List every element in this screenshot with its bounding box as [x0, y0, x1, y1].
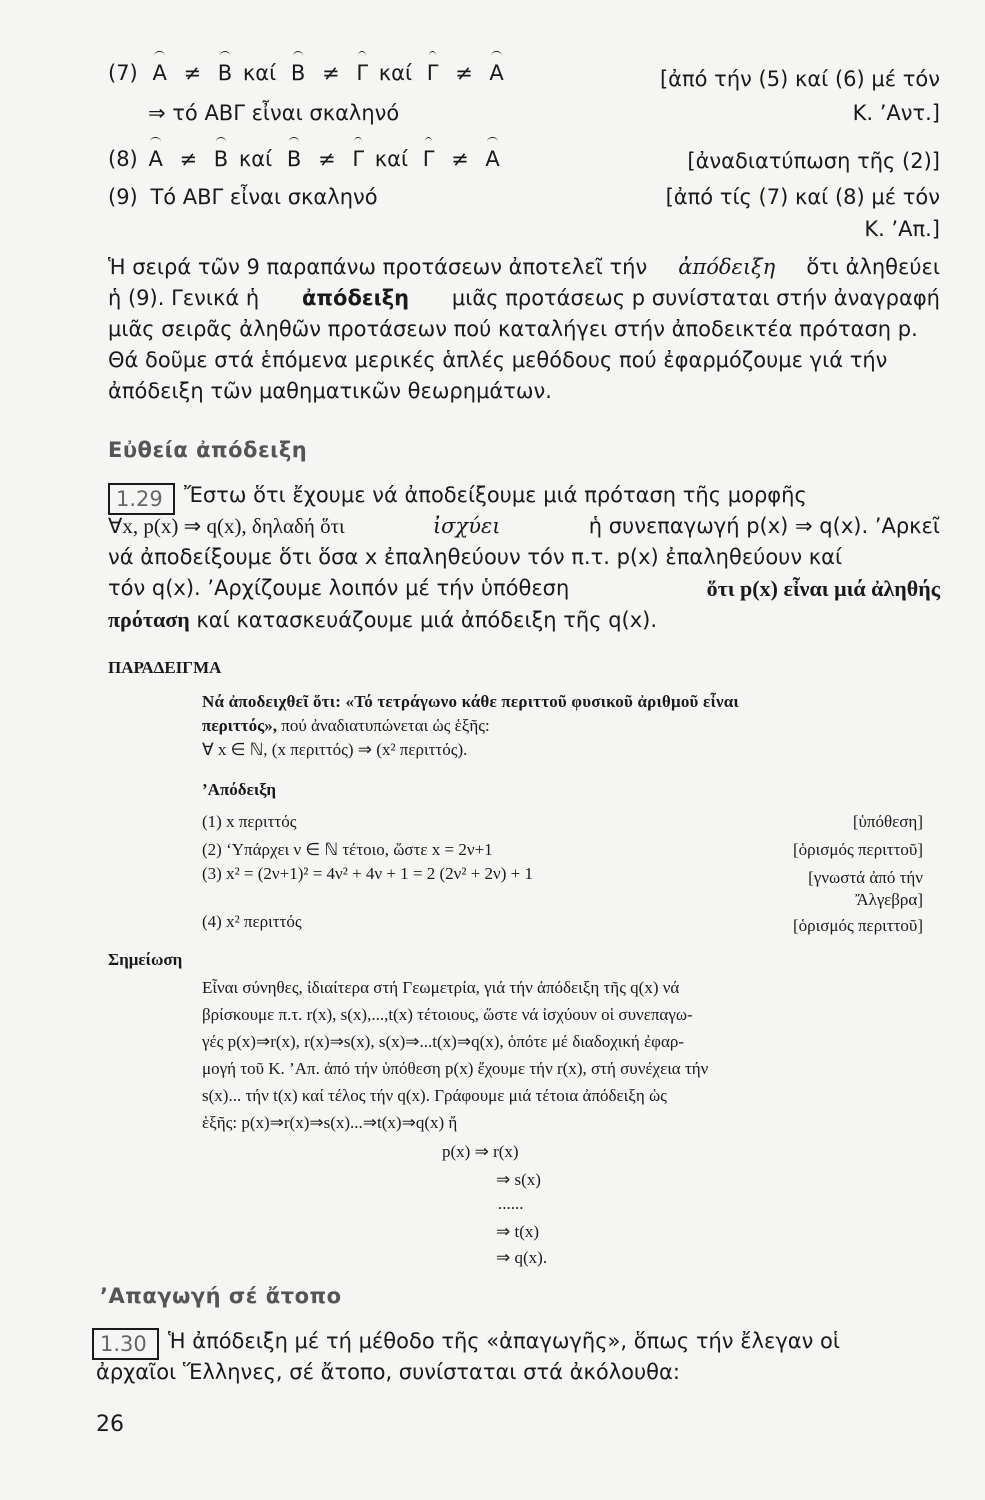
text-line: ἀρχαῖοι Ἕλληνες, σέ ἄτοπο, συνίσταται στά ἀκόλουθα: — [96, 1360, 680, 1384]
text-line: ἡ συνεπαγωγή p(x) ⇒ q(x). ’Αρκεῖ — [588, 514, 940, 538]
angle-symbol: Β — [214, 144, 228, 175]
proof-step-1: (1) x περιττός — [202, 812, 297, 831]
text-line: ∀ x ∈ ℕ, (x περιττός) ⇒ (x² περιττός). — [202, 740, 468, 759]
text-line: πού ἀναδιατυπώνεται ὡς ἑξῆς: — [281, 716, 490, 735]
step-9-reference-end: Κ. ’Απ.] — [864, 217, 940, 241]
text-line: ἡ (9). Γενικά ἡ — [108, 286, 260, 310]
proof-step-1-reason: [ὑπόθεση] — [852, 812, 923, 831]
text-line: s(x)... τήν t(x) καί τέλος τήν q(x). Γράφουμε μιά τέτοια ἀπόδειξη ὡς — [202, 1086, 667, 1105]
text-line: ∀x, p(x) ⇒ q(x), δηλαδή ὅτι — [108, 514, 345, 538]
neq-symbol: ≠ — [451, 147, 469, 171]
emphasis: ἰσχύει — [432, 514, 501, 538]
step-number: (9) — [108, 185, 138, 209]
paragraph-proof-definition — [108, 252, 940, 407]
proof-step-3-reason: [γνωστά ἀπό τήν — [808, 868, 923, 887]
text-line: Ἡ σειρά τῶν 9 παραπάνω προτάσεων ἀποτελεῖ τήν — [108, 255, 648, 279]
text-line: Θά δοῦμε στά ἑπόμενα μερικές ἁπλές μεθόδους πού ἐφαρμόζουμε γιά τήν — [108, 348, 888, 372]
neq-symbol: ≠ — [322, 61, 340, 85]
text-line: ἀπόδειξη τῶν μαθηματικῶν θεωρημάτων. — [108, 379, 552, 403]
chain-line: ⇒ q(x). — [496, 1248, 548, 1267]
conjunction: καί — [378, 61, 413, 85]
angle-symbol: Γ — [427, 58, 439, 89]
section-heading-reductio: ’Απαγωγή σέ ἄτοπο — [100, 1284, 342, 1308]
step-8 — [108, 144, 500, 175]
paragraph-1-29 — [108, 480, 940, 636]
step-9-reference: [ἀπό τίς (7) καί (8) μέ τόν — [665, 185, 940, 209]
text-line: μιᾶς προτάσεως p συνίσταται στήν ἀναγραφή — [451, 286, 940, 310]
angle-symbol: Β — [287, 144, 301, 175]
bold-term: ὅτι p(x) εἶναι μιά ἀληθής — [706, 576, 940, 601]
chain-line: ⇒ s(x) — [496, 1170, 541, 1189]
proof-title: ’Απόδειξη — [202, 780, 276, 799]
neq-symbol: ≠ — [455, 61, 473, 85]
neq-symbol: ≠ — [183, 61, 202, 85]
text-line: νά ἀποδείξουμε ὅτι ὅσα x ἐπαληθεύουν τόν π.τ. p(x) ἐπαληθεύουν καί — [108, 545, 843, 569]
conjunction: καί — [242, 61, 277, 85]
text-line: μογή τοῦ Κ. ’Απ. ἀπό τήν ὑπόθεση p(x) ἔχουμε τήν r(x), στή συνέχεια τήν — [202, 1059, 709, 1078]
example-title: ΠΑΡΑΔΕΙΓΜΑ — [108, 658, 222, 677]
step-number: (7) — [108, 61, 138, 85]
text-line: γές p(x)⇒r(x), r(x)⇒s(x), s(x)⇒...t(x)⇒q(x), ὁπότε μέ διαδοχική ἐφαρ- — [202, 1032, 685, 1051]
note-title: Σημείωση — [108, 950, 183, 969]
bold-term: ἀπόδειξη — [301, 286, 410, 310]
step-7-reference-end: Κ. ’Αντ.] — [852, 101, 940, 125]
angle-symbol: Β — [218, 58, 232, 89]
neq-symbol: ≠ — [318, 147, 336, 171]
text-line: Εἶναι σύνηθες, ἰδιαίτερα στή Γεωμετρία, γιά τήν ἀπόδειξη τῆς q(x) νά — [202, 978, 680, 997]
angle-symbol: Α — [489, 58, 503, 89]
chain-line: ⇒ t(x) — [496, 1222, 540, 1241]
section-number-box: 1.29 — [108, 483, 175, 515]
step-7-reference: [ἀπό τήν (5) καί (6) μέ τόν — [659, 67, 940, 91]
angle-symbol: Β — [291, 58, 305, 89]
section-number-box: 1.30 — [92, 1328, 159, 1360]
chain-line: ...... — [498, 1194, 524, 1213]
bold-term: περιττός», — [202, 716, 278, 735]
angle-symbol: Α — [152, 58, 166, 89]
proof-step-2-reason: [ὁρισμός περιττοῦ] — [793, 840, 923, 859]
text-line: μιᾶς σειρᾶς ἀληθῶν προτάσεων πού καταλήγει στήν ἀποδεικτέα πρόταση p. — [108, 317, 918, 341]
text-line: Νά ἀποδειχθεῖ ὅτι: «Τό τετράγωνο κάθε περιττοῦ φυσικοῦ ἀριθμοῦ εἶναι — [202, 692, 739, 711]
proof-step-3-reason-end: Ἄλγεβρα] — [855, 890, 923, 909]
step-9 — [108, 182, 378, 213]
text-line: Ἔστω ὅτι ἔχουμε νά ἀποδείξουμε μιά πρόταση τῆς μορφῆς — [184, 483, 807, 507]
paragraph-1-30 — [92, 1326, 932, 1388]
bold-term: πρόταση — [108, 607, 190, 632]
chain-line: p(x) ⇒ r(x) — [442, 1142, 519, 1161]
page-number: 26 — [96, 1412, 124, 1437]
step-8-reference: [ἀναδιατύπωση τῆς (2)] — [687, 149, 940, 173]
proof-step-4-reason: [ὁρισμός περιττοῦ] — [793, 916, 923, 935]
angle-symbol: Γ — [423, 144, 435, 175]
step-number: (8) — [108, 147, 138, 171]
proof-step-4: (4) x² περιττός — [202, 912, 302, 931]
text-line: καί κατασκευάζουμε μιά ἀπόδειξη τῆς q(x). — [196, 608, 658, 632]
note-body — [202, 974, 940, 1136]
conjunction: καί — [238, 147, 273, 171]
conjunction: καί — [374, 147, 409, 171]
step-7 — [108, 58, 504, 89]
text-line: τόν q(x). ’Αρχίζουμε λοιπόν μέ τήν ὑπόθεση — [108, 576, 570, 600]
step-7-continuation: ⇒ τό ΑΒΓ εἶναι σκαληνό — [148, 101, 400, 125]
angle-symbol: Γ — [352, 144, 364, 175]
proof-step-2: (2) ‘Υπάρχει ν ∈ ℕ τέτοιο, ὥστε x = 2ν+1 — [202, 840, 493, 859]
text-line: ὅτι ἀληθεύει — [806, 255, 940, 279]
emphasis: ἀπόδειξη — [678, 255, 776, 279]
text-line: Ἡ ἀπόδειξη μέ τή μέθοδο τῆς «ἀπαγωγῆς», ὅπως τήν ἔλεγαν οἱ — [168, 1329, 840, 1353]
angle-symbol: Α — [148, 144, 162, 175]
text-line: ἑξῆς: p(x)⇒r(x)⇒s(x)...⇒t(x)⇒q(x) ἤ — [202, 1113, 458, 1132]
angle-symbol: Α — [485, 144, 499, 175]
step-9-text: Τό ΑΒΓ εἶναι σκαληνό — [150, 185, 378, 209]
proof-step-3: (3) x² = (2ν+1)² = 4ν² + 4ν + 1 = 2 (2ν² + 2ν) + 1 — [202, 864, 533, 883]
text-line: βρίσκουμε π.τ. r(x), s(x),...,t(x) τέτοιους, ὥστε νά ἰσχύουν οἱ συνεπαγω- — [202, 1005, 693, 1024]
example-statement — [202, 690, 940, 762]
section-heading-direct-proof: Εὐθεία ἀπόδειξη — [108, 438, 308, 462]
angle-symbol: Γ — [356, 58, 368, 89]
neq-symbol: ≠ — [179, 147, 198, 171]
